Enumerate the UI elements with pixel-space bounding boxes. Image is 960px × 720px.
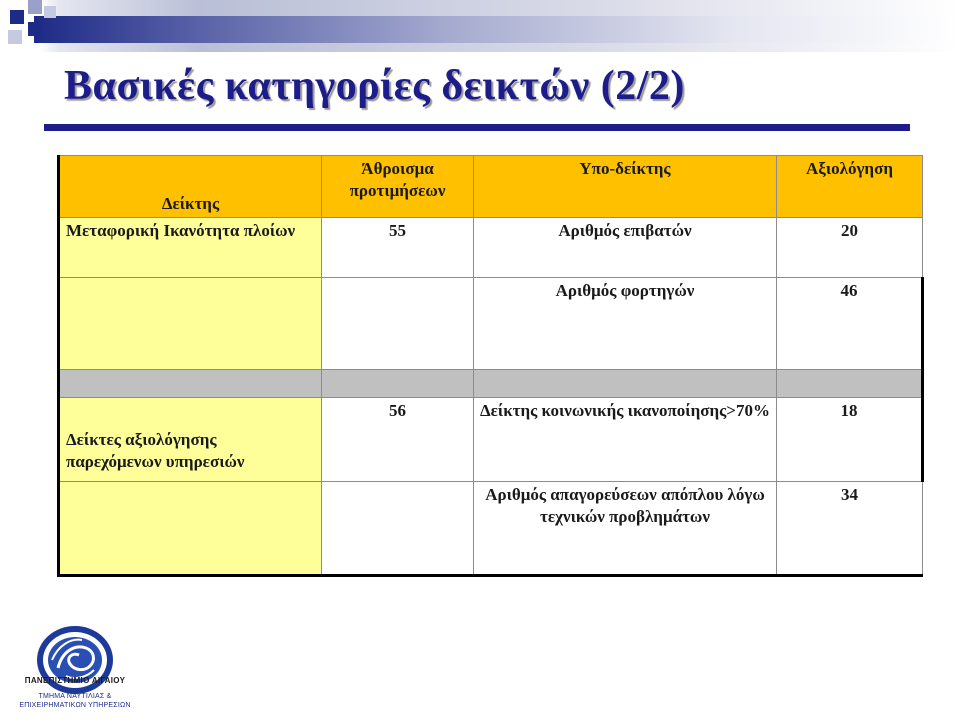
department-line: ΕΠΙΧΕΙΡΗΜΑΤΙΚΩΝ ΥΠΗΡΕΣΙΩΝ [19, 702, 131, 709]
university-name: ΠΑΝΕΠΙΣΤΗΜΙΟ ΑΙΓΑΙΟΥ [24, 676, 126, 685]
score-cell: 18 [777, 398, 923, 482]
department-line: ΤΜΗΜΑ ΝΑΥΤΙΛΙΑΣ & [38, 693, 112, 700]
decor-square [8, 30, 22, 44]
sum-cell [322, 482, 474, 576]
indicator-cell: Δείκτες αξιολόγησης παρεχόμενων υπηρεσιών [59, 398, 322, 482]
indicator-table [57, 155, 924, 577]
sum-cell [322, 278, 474, 370]
header-cell: Αξιολόγηση [777, 156, 923, 218]
decor-square [44, 6, 56, 18]
indicator-cell: Μεταφορική Ικανότητα πλοίων [59, 218, 322, 278]
score-cell: 20 [777, 218, 923, 278]
separator-row [59, 370, 923, 398]
header-decoration [0, 0, 960, 52]
header-cell: Δείκτης [59, 156, 322, 218]
header-cell: Υπο-δείκτης [474, 156, 777, 218]
decor-square [28, 22, 42, 36]
slide-title: Βασικές κατηγορίες δεικτών (2/2) [64, 63, 685, 109]
department-name [0, 692, 150, 710]
header-gradient-band [34, 16, 960, 43]
table-header-row [59, 156, 923, 218]
table-row [59, 218, 923, 278]
sub-indicator-cell: Δείκτης κοινωνικής ικανοποίησης>70% [474, 398, 777, 482]
header-cell: Άθροισμα προτιμήσεων [322, 156, 474, 218]
separator-cell [777, 370, 923, 398]
indicator-cell [59, 482, 322, 576]
separator-cell [322, 370, 474, 398]
sub-indicator-cell: Αριθμός φορτηγών [474, 278, 777, 370]
score-cell: 46 [777, 278, 923, 370]
table-row [59, 398, 923, 482]
sum-cell: 56 [322, 398, 474, 482]
separator-cell [59, 370, 322, 398]
sub-indicator-cell: Αριθμός επιβατών [474, 218, 777, 278]
score-cell: 34 [777, 482, 923, 576]
table-row [59, 482, 923, 576]
table-row [59, 278, 923, 370]
separator-cell [474, 370, 777, 398]
sub-indicator-cell: Αριθμός απαγορεύσεων απόπλου λόγω τεχνικών προβλημάτων [474, 482, 777, 576]
title-underline [44, 124, 910, 131]
decor-square [28, 0, 42, 14]
sum-cell: 55 [322, 218, 474, 278]
decor-square [10, 10, 24, 24]
indicator-cell [59, 278, 322, 370]
